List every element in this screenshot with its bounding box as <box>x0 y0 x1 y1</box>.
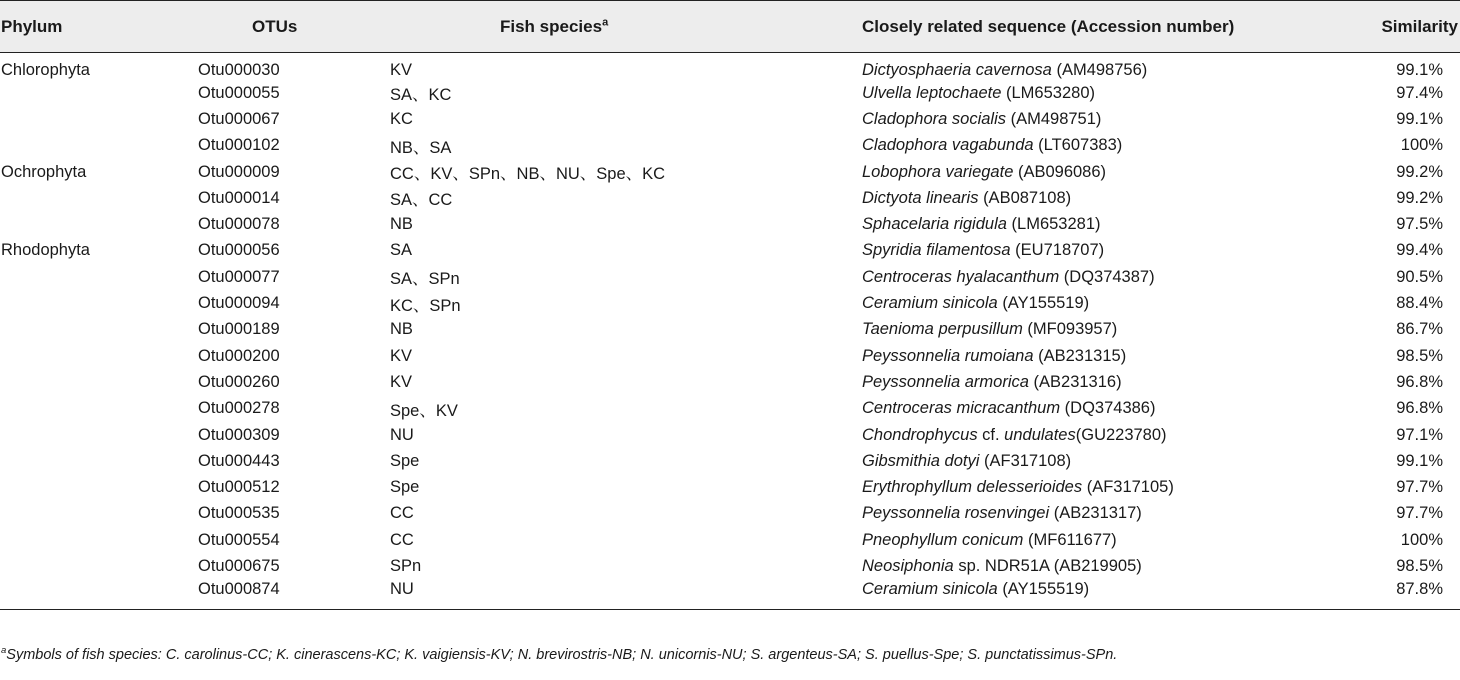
cell-fish-species: CC <box>390 530 414 549</box>
cell-otu: Otu000094 <box>198 294 280 313</box>
accession-number: (AM498756) <box>1056 61 1148 79</box>
header-phylum: Phylum <box>0 1 192 53</box>
cell-otu: Otu000675 <box>198 556 280 575</box>
table-row <box>0 185 1460 211</box>
accession-number: (LM653281) <box>1011 215 1101 234</box>
cell-phylum <box>0 448 192 474</box>
accession-number: (AB096086) <box>1017 162 1107 181</box>
cell-sequence <box>834 106 1304 132</box>
cell-phylum <box>0 185 192 211</box>
accession-number: (AY155519) <box>1002 294 1090 313</box>
cell-similarity: 100% <box>1400 136 1443 155</box>
cell-sequence <box>834 448 1304 474</box>
species-name: Taenioma perpusillum <box>862 320 1023 339</box>
cell-otu: Otu000535 <box>198 504 280 523</box>
cell-phylum: Rhodophyta <box>1 241 90 260</box>
species-name: Centroceras micracanthum <box>862 399 1061 418</box>
cell-sequence <box>834 553 1304 579</box>
accession-number: (AB219905) <box>1053 556 1142 575</box>
cell-fish-species: SPn <box>390 556 422 575</box>
species-name: Ceramium sinicola <box>862 579 998 598</box>
cell-sequence <box>834 133 1304 159</box>
species-name: Peyssonnelia armorica <box>862 372 1029 391</box>
accession-number: (AF317105) <box>1086 478 1174 497</box>
table-row <box>0 369 1460 395</box>
species-epithet: undulates <box>1004 425 1076 444</box>
table-row <box>0 580 1460 610</box>
cell-otu: Otu000554 <box>198 530 280 549</box>
species-name: Ceramium sinicola <box>862 294 998 313</box>
cell-sequence <box>834 185 1304 211</box>
accession-number: (GU223780) <box>1075 425 1167 444</box>
cell-otu: Otu000067 <box>198 109 280 128</box>
cell-otu: Otu000077 <box>198 267 280 286</box>
cell-similarity: 96.8% <box>1396 372 1443 391</box>
cell-similarity: 97.7% <box>1396 504 1443 523</box>
cell-sequence <box>834 369 1304 395</box>
cell-similarity: 99.4% <box>1396 241 1443 260</box>
table-row <box>0 501 1460 527</box>
table-row <box>0 317 1460 343</box>
species-name: Dictyota linearis <box>862 188 979 207</box>
cell-phylum <box>0 501 192 527</box>
cell-similarity: 99.1% <box>1396 109 1443 128</box>
cell-fish-species: Spe、KV <box>390 401 458 420</box>
cell-otu: Otu000055 <box>198 83 280 102</box>
accession-number: (AB231317) <box>1053 504 1142 523</box>
species-name: Neosiphonia <box>862 556 954 575</box>
species-name: Erythrophyllum delesserioides <box>862 478 1083 497</box>
species-name: Cladophora vagabunda <box>862 136 1034 155</box>
cell-phylum <box>0 474 192 500</box>
cell-otu: Otu000260 <box>198 372 280 391</box>
cell-phylum <box>0 80 192 106</box>
cell-fish-species: KC <box>390 109 413 128</box>
footnote-text: Symbols of fish species: C. carolinus-CC; K. cinerascens-KC; K. vaigiensis-KV; N. brevirostris-NB; N. unicornis-NU; S. argenteus-SA; S. puellus-Spe; S. punctatissimus-SPn. <box>6 647 1118 663</box>
cell-sequence <box>834 343 1304 369</box>
cell-sequence <box>834 53 1304 81</box>
species-name: Gibsmithia dotyi <box>862 451 980 470</box>
header-fish-species-footnote-marker: a <box>602 15 609 28</box>
header-sequence: Closely related sequence (Accession number) <box>834 1 1304 53</box>
cell-fish-species: SA、SPn <box>390 270 460 289</box>
cell-phylum <box>0 422 192 448</box>
cell-fish-species: NB、SA <box>390 138 452 157</box>
table-row <box>0 133 1460 159</box>
cell-otu: Otu000056 <box>198 241 280 260</box>
species-name: Peyssonnelia rumoiana <box>862 346 1034 365</box>
cell-sequence <box>834 264 1304 290</box>
table-row <box>0 448 1460 474</box>
cell-fish-species: KV <box>390 61 413 79</box>
footnote-marker: a <box>1 645 7 657</box>
cell-otu: Otu000078 <box>198 215 280 234</box>
cell-similarity: 96.8% <box>1396 399 1443 418</box>
cell-fish-species: SA、KC <box>390 86 452 105</box>
accession-number: (AB231315) <box>1038 346 1127 365</box>
table-row <box>0 527 1460 553</box>
cell-sequence <box>834 527 1304 553</box>
cell-similarity: 99.2% <box>1396 162 1443 181</box>
cell-phylum <box>0 133 192 159</box>
cell-otu: Otu000102 <box>198 136 280 155</box>
cell-sequence <box>834 501 1304 527</box>
cell-similarity: 88.4% <box>1396 294 1443 313</box>
cell-similarity: 98.5% <box>1396 556 1443 575</box>
cell-fish-species: CC、KV、SPn、NB、NU、Spe、KC <box>390 165 666 184</box>
cell-sequence <box>834 290 1304 316</box>
cell-phylum: Ochrophyta <box>1 162 87 181</box>
cell-otu: Otu000443 <box>198 451 280 470</box>
accession-number: (LM653280) <box>1006 83 1095 102</box>
table-row <box>0 106 1460 132</box>
cell-phylum <box>0 396 192 422</box>
cell-sequence <box>834 159 1304 185</box>
cell-similarity: 99.2% <box>1396 188 1443 207</box>
cell-fish-species: CC <box>390 504 414 523</box>
cell-sequence <box>834 396 1304 422</box>
species-name: Ulvella leptochaete <box>862 83 1002 102</box>
cell-otu: Otu000009 <box>198 162 280 181</box>
header-fish-species <box>390 1 834 53</box>
table-row <box>0 80 1460 106</box>
cell-sequence <box>834 317 1304 343</box>
table-row <box>0 211 1460 237</box>
accession-number: (AM498751) <box>1010 109 1102 128</box>
cell-sequence <box>834 211 1304 237</box>
cell-fish-species: NU <box>390 580 834 610</box>
cell-fish-species: KC、SPn <box>390 296 461 315</box>
cell-similarity: 86.7% <box>1396 320 1443 339</box>
table-row <box>0 553 1460 579</box>
species-name: Peyssonnelia rosenvingei <box>862 504 1050 523</box>
cell-phylum: Chlorophyta <box>1 61 90 79</box>
cell-phylum <box>0 290 192 316</box>
cell-fish-species: Spe <box>390 478 420 497</box>
cell-fish-species: SA、CC <box>390 191 453 210</box>
table-row <box>0 238 1460 264</box>
cell-similarity: 98.5% <box>1396 346 1443 365</box>
cell-similarity: 99.1% <box>1396 61 1443 79</box>
cell-phylum <box>0 369 192 395</box>
cell-sequence <box>834 580 1304 610</box>
cell-sequence <box>834 422 1304 448</box>
cell-similarity: 97.1% <box>1396 425 1443 444</box>
cell-similarity: 87.8% <box>1304 580 1460 610</box>
cell-otu: Otu000030 <box>198 61 280 79</box>
cell-phylum <box>0 553 192 579</box>
header-similarity: Similarity <box>1304 1 1460 53</box>
cell-fish-species: Spe <box>390 451 420 470</box>
cell-phylum <box>0 317 192 343</box>
table-body <box>0 53 1460 610</box>
cell-phylum <box>0 106 192 132</box>
cell-fish-species: NU <box>390 425 414 444</box>
cell-similarity: 100% <box>1400 530 1443 549</box>
accession-number: (LT607383) <box>1038 136 1123 155</box>
cell-otu: Otu000874 <box>192 580 390 610</box>
cell-similarity: 99.1% <box>1396 451 1443 470</box>
accession-number: (AB231316) <box>1033 372 1122 391</box>
cell-similarity: 97.5% <box>1396 215 1443 234</box>
accession-number: (DQ374387) <box>1063 267 1155 286</box>
header-fish-species-label: Fish species <box>500 16 603 36</box>
cell-otu: Otu000189 <box>198 320 280 339</box>
species-name: Pneophyllum conicum <box>862 530 1024 549</box>
accession-number: (EU718707) <box>1015 241 1105 260</box>
table-row <box>0 474 1460 500</box>
cell-fish-species: NB <box>390 320 413 339</box>
cell-phylum <box>0 580 192 610</box>
accession-number: (AB087108) <box>983 188 1072 207</box>
cell-phylum <box>0 264 192 290</box>
table-footnote <box>1 647 1117 663</box>
cell-similarity: 97.4% <box>1396 83 1443 102</box>
cell-otu: Otu000309 <box>198 425 280 444</box>
accession-number: (AY155519) <box>1002 579 1090 598</box>
species-name: Dictyosphaeria cavernosa <box>862 61 1052 79</box>
header-row <box>0 1 1460 53</box>
header-otus: OTUs <box>192 1 390 53</box>
cell-fish-species: SA <box>390 241 413 260</box>
species-name: Chondrophycus <box>862 425 978 444</box>
cell-otu: Otu000512 <box>198 478 280 497</box>
species-name: Sphacelaria rigidula <box>862 215 1007 234</box>
table-row <box>0 290 1460 316</box>
cell-sequence <box>834 80 1304 106</box>
table-row <box>0 53 1460 81</box>
table-row <box>0 422 1460 448</box>
cell-sequence <box>834 238 1304 264</box>
species-name: Spyridia filamentosa <box>862 241 1011 260</box>
cell-fish-species: KV <box>390 372 413 391</box>
accession-number: (MF611677) <box>1028 530 1117 549</box>
cell-otu: Otu000278 <box>198 399 280 418</box>
accession-number: (DQ374386) <box>1064 399 1156 418</box>
species-qualifier: cf. <box>977 425 1005 444</box>
accession-number: (AF317108) <box>983 451 1072 470</box>
cell-fish-species: NB <box>390 215 413 234</box>
cell-otu: Otu000200 <box>198 346 280 365</box>
table-row <box>0 159 1460 185</box>
table-header <box>0 1 1460 53</box>
species-name: Centroceras hyalacanthum <box>862 267 1060 286</box>
cell-similarity: 90.5% <box>1396 267 1443 286</box>
table-row <box>0 396 1460 422</box>
species-qualifier: sp. NDR51A <box>953 556 1054 575</box>
cell-phylum <box>0 211 192 237</box>
species-name: Cladophora socialis <box>862 109 1006 128</box>
cell-otu: Otu000014 <box>198 188 280 207</box>
table-row <box>0 343 1460 369</box>
species-name: Lobophora variegate <box>862 162 1014 181</box>
accession-number: (MF093957) <box>1027 320 1118 339</box>
cell-phylum <box>0 343 192 369</box>
cell-phylum <box>0 527 192 553</box>
cell-similarity: 97.7% <box>1396 478 1443 497</box>
cell-fish-species: KV <box>390 346 413 365</box>
table-row <box>0 264 1460 290</box>
cell-sequence <box>834 474 1304 500</box>
